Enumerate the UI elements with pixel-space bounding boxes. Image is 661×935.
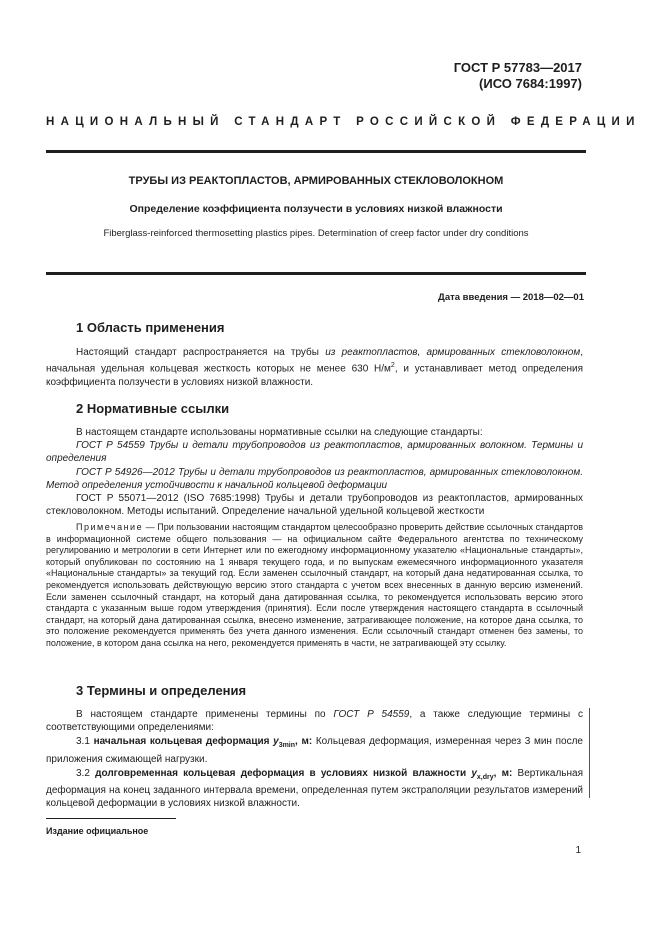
term-definition: Кольцевая деформация, измеренная через 3 мин после приложения сжимающей нагрузки. <box>46 736 583 765</box>
term-symbol: y <box>471 767 477 779</box>
change-bar <box>589 708 590 798</box>
term-3-1 <box>46 735 583 765</box>
superscript: 2 <box>390 362 395 370</box>
page-number: 1 <box>575 845 581 856</box>
section-2-intro: В настоящем стандарте использованы нормативные ссылки на следующие стандарты: <box>76 427 483 438</box>
term-3-2 <box>46 767 583 811</box>
term-name: начальная кольцевая деформация <box>93 736 274 748</box>
section-2-note <box>46 522 583 650</box>
text-run: В настоящем стандарте применены термины по <box>76 709 334 720</box>
note-text: — При пользовании настоящим стандартом целесообразно проверить действие ссылочных стандартов в информационной системе общего пользования — на официальном сайте Федерального агентства по техническому регулированию и метрологии в сети Интернет или по ежегодному информационному указателю «Национальные стандарты», который опубликован по состоянию на 1 января текущего года, и по выпускам ежемесячного информационного указателя «Национальные стандарты» за текущий год. Если заменен ссылочный стандарт, на который дана недатированная ссылка, то рекомендуется использовать действующую версию этого стандарта с учетом всех внесенных в данную версию изменений. Если заменен ссылочный стандарт, на который дана датированная ссылка, то рекомендуется использовать версию этого стандарта с указанным выше годом утверждения (принятия). Если после утверждения настоящего стандарта в ссылочный стандарт, на который дана датированная ссылка, внесено изменение, затрагивающее положение, на которое дана ссылка, то это положение рекомендуется применять без учета данного изменения. Если ссылочный стандарт отменен без замены, то положение, в котором дана ссылка на него, рекомендуется применять в части, не затрагивающей эту ссылку. <box>46 522 583 648</box>
reference-1-text: ГОСТ Р 54559 Трубы и детали трубопроводов из реактопластов, армированных волокном. Термины и определения <box>46 440 583 465</box>
text-run: , и устанавливает метод определения коэффициента ползучести в условиях низкой влажности. <box>46 363 583 388</box>
term-unit: , м: <box>295 736 313 748</box>
document-title: ТРУБЫ ИЗ РЕАКТОПЛАСТОВ, АРМИРОВАННЫХ СТЕКЛОВОЛОКНОМ <box>128 175 504 187</box>
note-paragraph <box>46 522 583 650</box>
divider-bottom <box>46 272 586 275</box>
footer-divider <box>46 818 176 819</box>
introduction-date: Дата введения — 2018—02—01 <box>438 292 584 303</box>
text-run: , начальная удельная кольцевая жесткость которых не менее 630 Н/м <box>46 347 583 375</box>
term-definition: Вертикальная деформация на конец заданного интервала времени, определенная путем экстраполяции результатов измерений кольцевой деформации в условиях низкой влажности. <box>46 767 583 810</box>
text-run-italic: из реактопластов, армированных стекловолокном <box>325 347 581 358</box>
document-subtitle: Определение коэффициента ползучести в условиях низкой влажности <box>129 203 503 215</box>
english-title: Fiberglass-reinforced thermosetting plastics pipes. Determination of creep factor under dry conditions <box>103 228 529 239</box>
term-name: долговременная кольцевая деформация в условиях низкой влажности <box>95 767 472 779</box>
note-label: Примечание <box>76 522 144 532</box>
term-symbol-subscript: x,dry <box>476 773 494 781</box>
reference-2 <box>46 466 583 492</box>
section-3-intro <box>46 708 583 734</box>
standard-code-line2: (ИСО 7684:1997) <box>479 76 582 91</box>
text-run-italic: ГОСТ Р 54559 <box>333 709 410 720</box>
section-2-heading: 2 Нормативные ссылки <box>76 401 230 416</box>
term-symbol: y <box>273 736 279 748</box>
reference-2-text: ГОСТ Р 54926—2012 Трубы и детали трубопроводов из реактопластов, армированных стекловолокном. Метод определения устойчивости к начальной кольцевой деформации <box>46 466 583 491</box>
section-3-heading: 3 Термины и определения <box>76 683 247 698</box>
text-run: , а также следующие термины с соответствующими определениями: <box>46 709 583 734</box>
section-1-heading: 1 Область применения <box>76 320 225 335</box>
standard-code <box>454 60 582 92</box>
section-1-paragraph <box>46 346 583 389</box>
section-3-body <box>46 708 583 810</box>
standard-code-line1: ГОСТ Р 57783—2017 <box>453 60 582 75</box>
term-unit: , м: <box>493 767 513 779</box>
reference-1 <box>46 439 583 465</box>
reference-3: ГОСТ Р 55071—2012 (ISO 7685:1998) Трубы и детали трубопроводов из реактопластов, армированных стекловолокном. Методы испытаний. Определение начальной удельной кольцевой жесткости <box>46 493 583 518</box>
divider-top <box>46 150 586 153</box>
national-standard-banner: НАЦИОНАЛЬНЫЙ СТАНДАРТ РОССИЙСКОЙ ФЕДЕРАЦИИ <box>46 116 641 128</box>
section-2-body <box>46 426 583 518</box>
term-number: 3.1 <box>76 736 94 748</box>
section-1-body <box>46 346 583 389</box>
official-edition-label: Издание официальное <box>46 826 149 836</box>
text-run: Настоящий стандарт распространяется на трубы <box>76 347 326 358</box>
term-number: 3.2 <box>76 767 96 779</box>
term-symbol-subscript: 3min <box>278 742 296 750</box>
